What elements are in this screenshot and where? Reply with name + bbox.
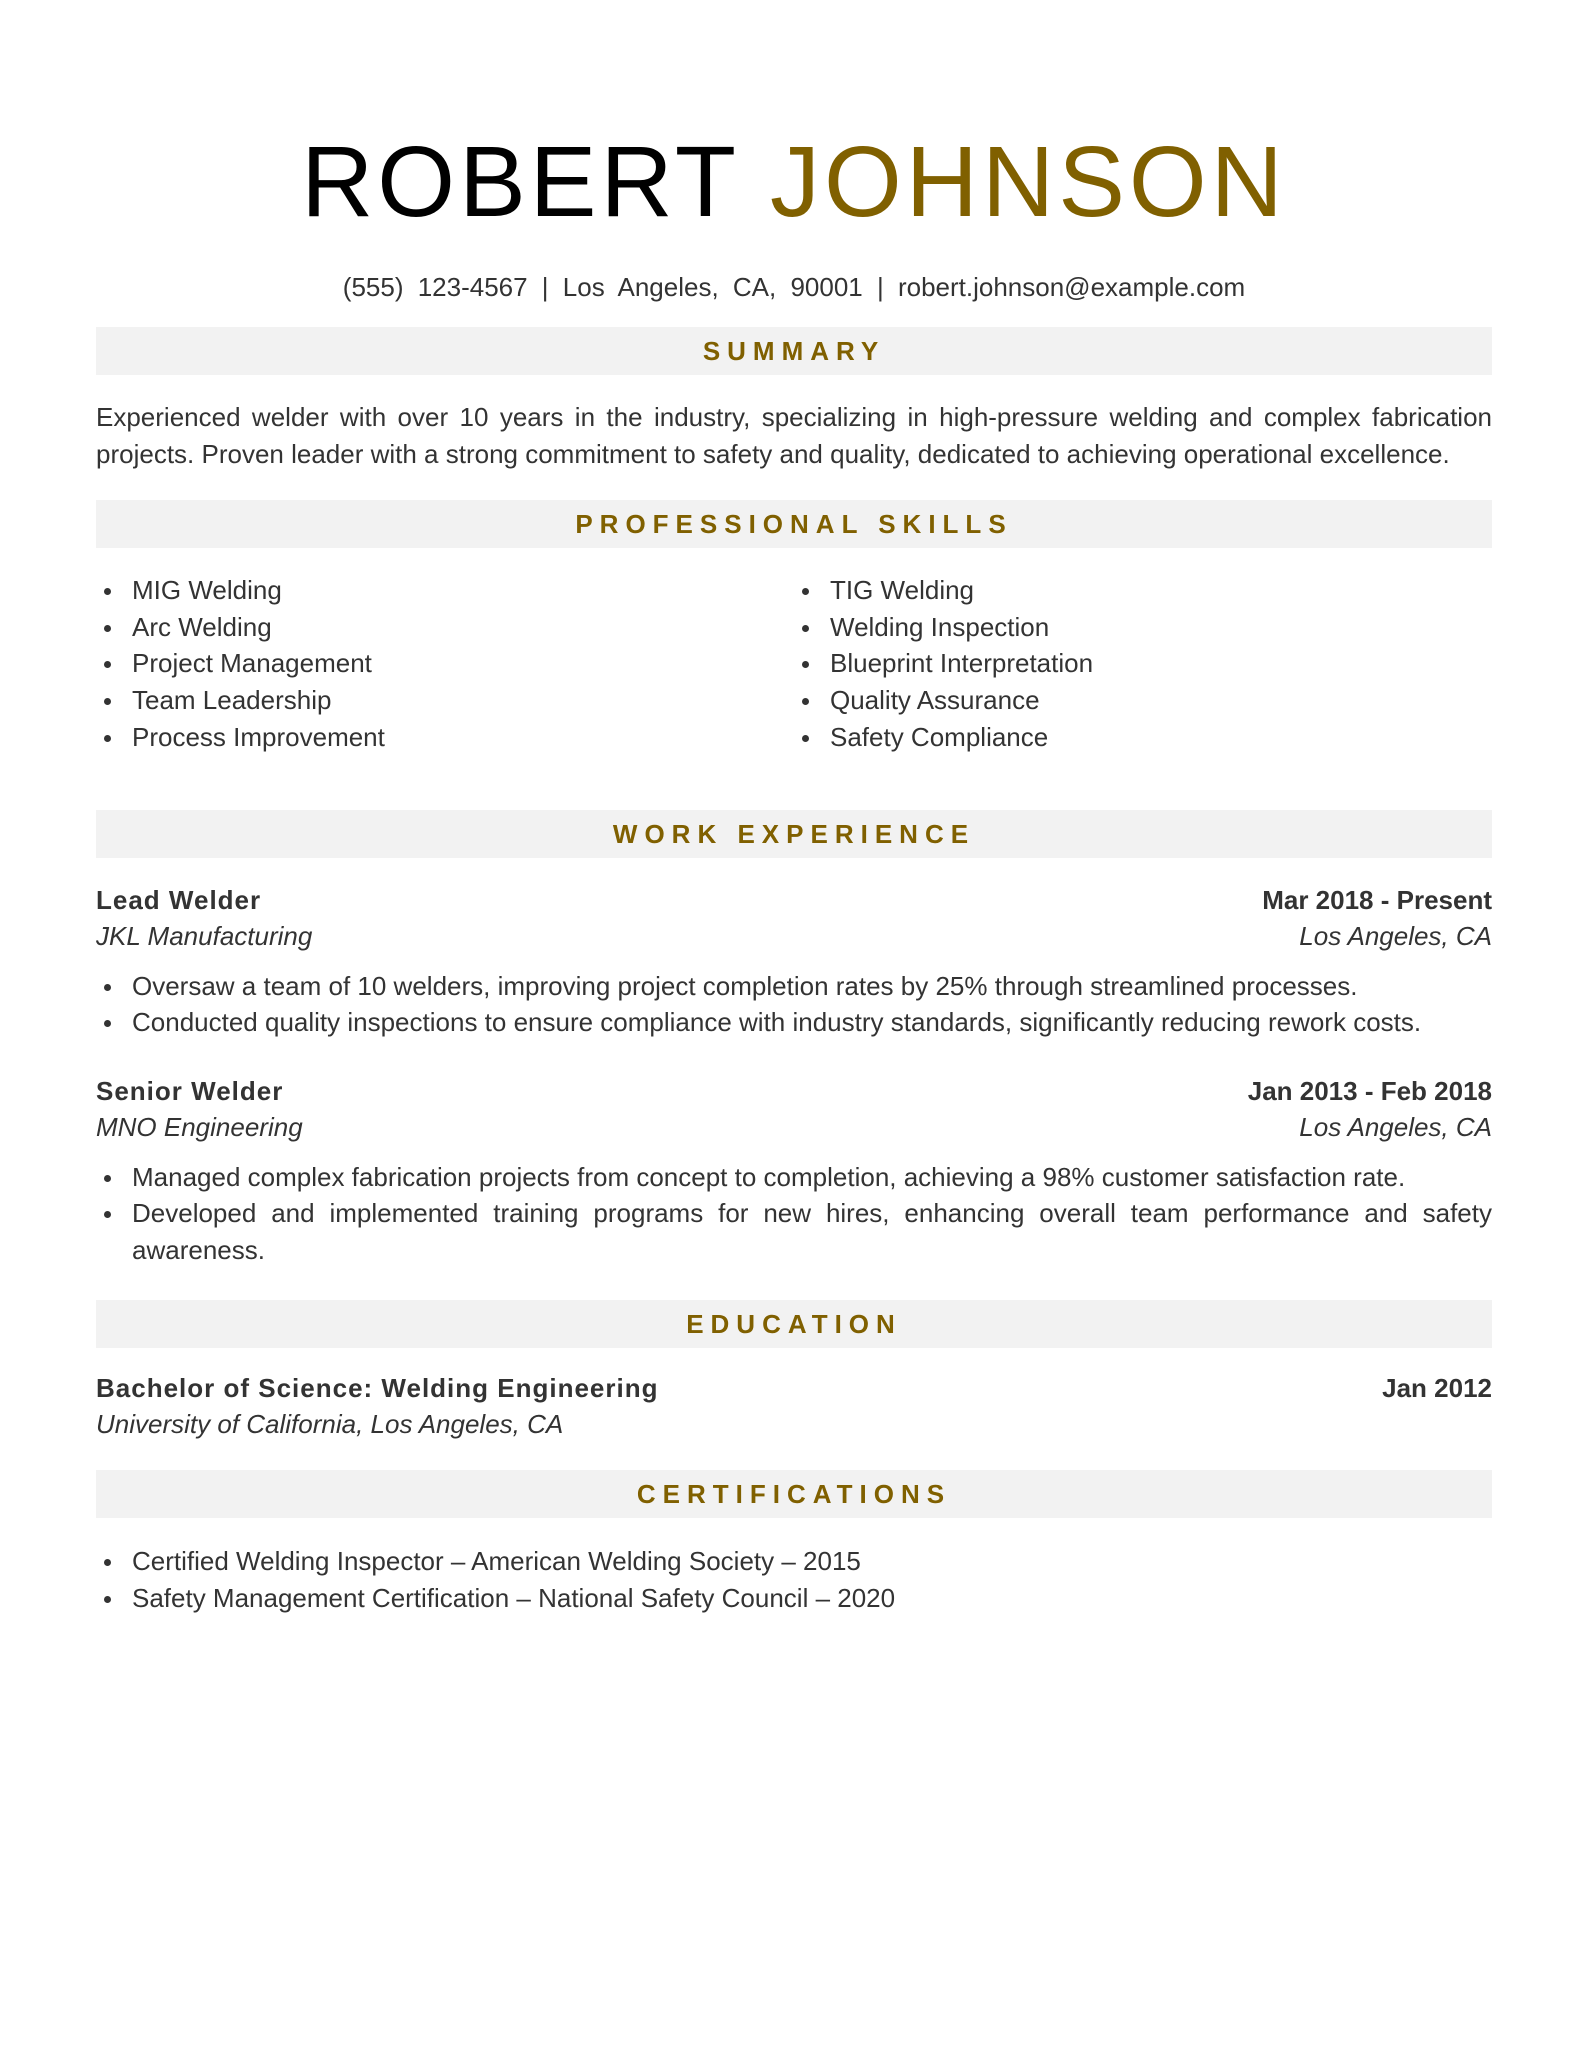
contact-line: (555) 123-4567 | Los Angeles, CA, 90001 | robert.johnson@example.com — [342, 272, 1246, 302]
skill-item: Blueprint Interpretation — [794, 645, 1492, 682]
skill-item: Quality Assurance — [794, 682, 1492, 719]
job-company-row — [96, 918, 1492, 954]
job-dates: Mar 2018 - Present — [1262, 884, 1492, 915]
job-entry — [96, 1073, 1492, 1269]
certifications-list — [96, 1543, 1492, 1617]
skill-item: Safety Compliance — [794, 719, 1492, 756]
education-degree-row — [96, 1370, 1492, 1406]
job-bullet: Developed and implemented training programs for new hires, enhancing overall team performance and safety awareness. — [96, 1195, 1492, 1268]
first-name: ROBERT — [301, 126, 739, 238]
skill-item: Process Improvement — [96, 719, 794, 756]
job-role: Lead Welder — [96, 884, 262, 915]
job-bullets — [96, 1159, 1492, 1269]
job-dates: Jan 2013 - Feb 2018 — [1247, 1075, 1492, 1106]
section-header-education: EDUCATION — [96, 1300, 1492, 1348]
education-entry — [96, 1370, 1492, 1442]
education-school-row — [96, 1406, 1492, 1442]
job-title-row — [96, 1073, 1492, 1109]
job-bullet: Managed complex fabrication projects from concept to completion, achieving a 98% customer satisfaction rate. — [96, 1159, 1492, 1196]
skill-item: TIG Welding — [794, 572, 1492, 609]
skill-item: Welding Inspection — [794, 609, 1492, 646]
education-date: Jan 2012 — [1382, 1373, 1492, 1404]
job-bullets — [96, 968, 1492, 1041]
job-bullet: Oversaw a team of 10 welders, improving project completion rates by 25% through streamlined processes. — [96, 968, 1492, 1005]
certification-item: Safety Management Certification – National Safety Council – 2020 — [96, 1580, 1492, 1617]
skill-item: Arc Welding — [96, 609, 794, 646]
education-degree: Bachelor of Science: Welding Engineering — [96, 1373, 659, 1404]
job-company: MNO Engineering — [96, 1111, 303, 1142]
job-entry — [96, 882, 1492, 1041]
job-location: Los Angeles, CA — [1299, 1111, 1492, 1142]
skills-grid — [96, 572, 1492, 756]
skill-item: Team Leadership — [96, 682, 794, 719]
job-bullet: Conducted quality inspections to ensure compliance with industry standards, significantly reducing rework costs. — [96, 1004, 1492, 1041]
skill-item: MIG Welding — [96, 572, 794, 609]
job-company: JKL Manufacturing — [96, 920, 313, 951]
summary-text: Experienced welder with over 10 years in the industry, specializing in high-pressure welding and complex fabrication projects. Proven leader with a strong commitment to safety and quality, dedicated to achieving operational excellence. — [96, 402, 1492, 469]
section-header-skills: PROFESSIONAL SKILLS — [96, 500, 1492, 548]
certification-item: Certified Welding Inspector – American Welding Society – 2015 — [96, 1543, 1492, 1580]
skills-column-left — [96, 572, 794, 756]
candidate-name — [96, 112, 1492, 252]
skills-column-right — [794, 572, 1492, 756]
education-school: University of California, Los Angeles, CA — [96, 1409, 564, 1440]
section-header-work: WORK EXPERIENCE — [96, 810, 1492, 858]
job-role: Senior Welder — [96, 1075, 284, 1106]
section-header-certifications: CERTIFICATIONS — [96, 1470, 1492, 1518]
section-header-summary: SUMMARY — [96, 327, 1492, 375]
last-name: JOHNSON — [769, 126, 1287, 238]
skill-item: Project Management — [96, 645, 794, 682]
job-location: Los Angeles, CA — [1299, 920, 1492, 951]
job-title-row — [96, 882, 1492, 918]
job-company-row — [96, 1109, 1492, 1145]
